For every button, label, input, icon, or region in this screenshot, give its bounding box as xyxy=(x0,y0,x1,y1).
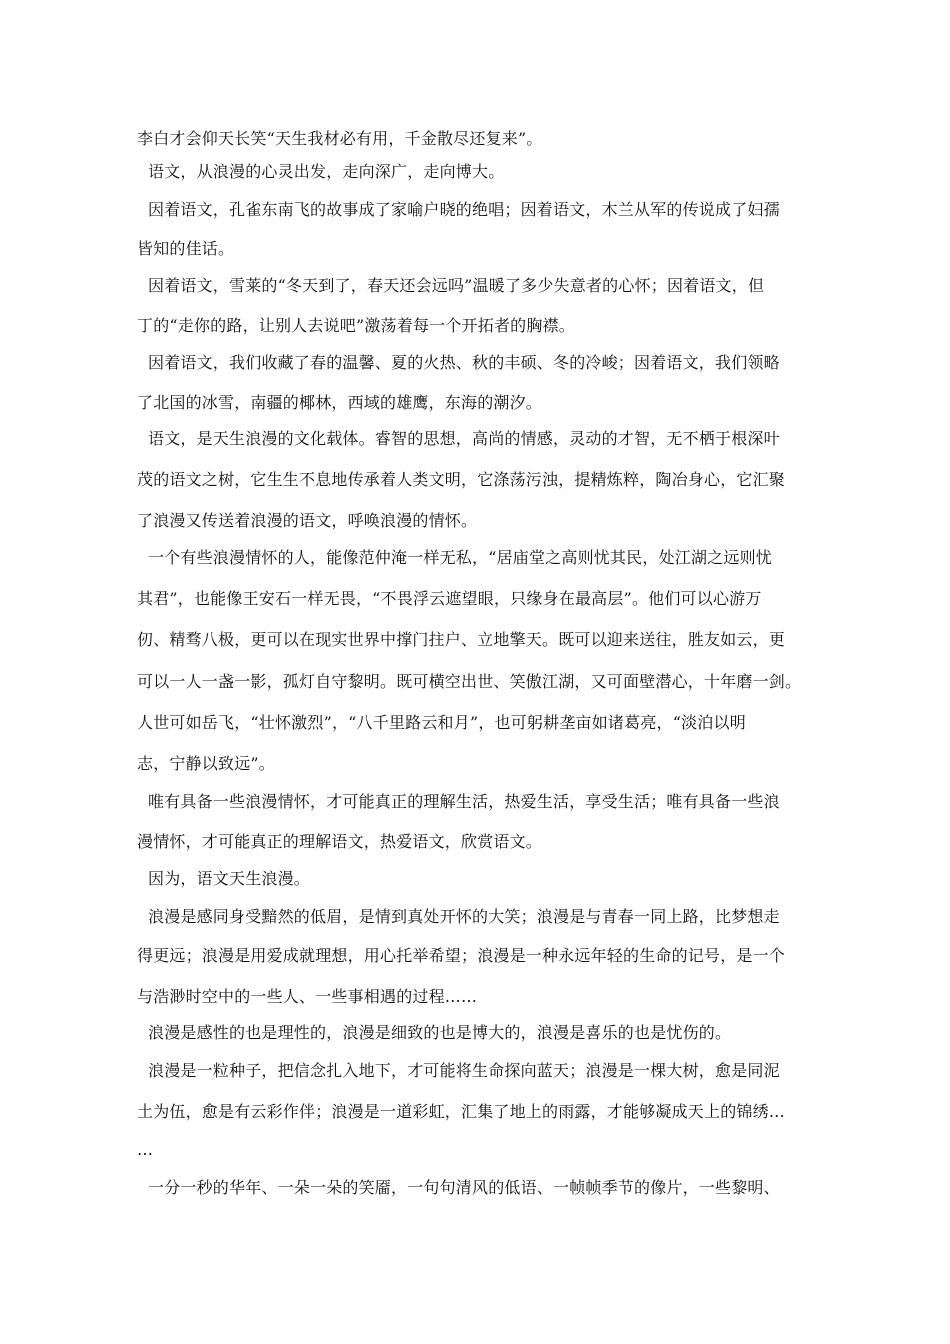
text-line: 李白才会仰天长笑“天生我材必有用，千金散尽还复来”。 xyxy=(137,129,543,148)
text-line: 漫情怀，才可能真正的理解语文，热爱语文，欣赏语文。 xyxy=(137,832,543,851)
text-line: 语文，是天生浪漫的文化载体。睿智的思想，高尚的情感，灵动的才智，无不栖于根深叶 xyxy=(148,429,780,448)
text-line: 一分一秒的华年、一朵一朵的笑靥，一句句清风的低语、一帧帧季节的像片，一些黎明、 xyxy=(148,1178,780,1197)
text-line: 浪漫是感同身受黯然的低眉，是情到真处开怀的大笑；浪漫是与青春一同上路，比梦想走 xyxy=(148,907,780,926)
text-line: 因着语文，孔雀东南飞的故事成了家喻户晓的绝唱；因着语文，木兰从军的传说成了妇孺 xyxy=(148,200,780,219)
text-line: 因着语文，雪莱的“冬天到了，春天还会远吗”温暖了多少失意者的心怀；因着语文，但 xyxy=(148,276,765,295)
text-line: 一个有些浪漫情怀的人，能像范仲淹一样无私，“居庙堂之高则忧其民，处江湖之远则忧 xyxy=(148,548,772,567)
text-line: 与浩渺时空中的一些人、一些事相遇的过程…… xyxy=(137,987,478,1006)
text-line: 浪漫是感性的也是理性的，浪漫是细致的也是博大的，浪漫是喜乐的也是忧伤的。 xyxy=(148,1023,732,1042)
text-line: 志，宁静以致远”。 xyxy=(137,754,275,773)
text-line: 丁的“走你的路，让别人去说吧”激荡着每一个开拓者的胸襟。 xyxy=(137,316,575,335)
text-line: 浪漫是一粒种子，把信念扎入地下，才可能将生命探向蓝天；浪漫是一棵大树，愈是同泥 xyxy=(148,1061,780,1080)
text-line: 得更远；浪漫是用爱成就理想，用心托举希望；浪漫是一种永远年轻的生命的记号，是一个 xyxy=(137,946,786,965)
text-line: 仞、精骛八极，更可以在现实世界中撑门拄户、立地擎天。既可以迎来送往，胜友如云，更 xyxy=(137,630,786,649)
text-line: 人世可如岳飞，“壮怀激烈”，“八千里路云和月”，也可躬耕垄亩如诸葛亮，“淡泊以明 xyxy=(137,713,746,732)
text-line: 皆知的佳话。 xyxy=(137,239,235,258)
text-line: 唯有具备一些浪漫情怀，才可能真正的理解生活，热爱生活，享受生活；唯有具备一些浪 xyxy=(148,792,780,811)
text-line: 语文，从浪漫的心灵出发，走向深广，走向博大。 xyxy=(148,162,505,181)
text-line: 因着语文，我们收藏了春的温馨、夏的火热、秋的丰硕、冬的冷峻；因着语文，我们领略 xyxy=(148,353,780,372)
text-line: … xyxy=(137,1140,154,1159)
text-line: 了北国的冰雪，南疆的椰林，西域的雄鹰，东海的潮汐。 xyxy=(137,393,543,412)
text-line: 茂的语文之树，它生生不息地传承着人类文明，它涤荡污浊，提精炼粹，陶冶身心，它汇聚 xyxy=(137,470,786,489)
text-line: 可以一人一盏一影，孤灯自守黎明。既可横空出世、笑傲江湖，又可面壁潜心，十年磨一剑。 xyxy=(137,672,802,691)
text-line: 了浪漫又传送着浪漫的语文，呼唤浪漫的情怀。 xyxy=(137,511,478,530)
text-line: 因为，语文天生浪漫。 xyxy=(148,869,311,888)
text-line: 土为伍，愈是有云彩作伴；浪漫是一道彩虹，汇集了地上的雨露，才能够凝成天上的锦绣… xyxy=(137,1102,786,1121)
text-line: 其君”，也能像王安石一样无畏，“不畏浮云遮望眼，只缘身在最高层”。他们可以心游万 xyxy=(137,589,762,608)
